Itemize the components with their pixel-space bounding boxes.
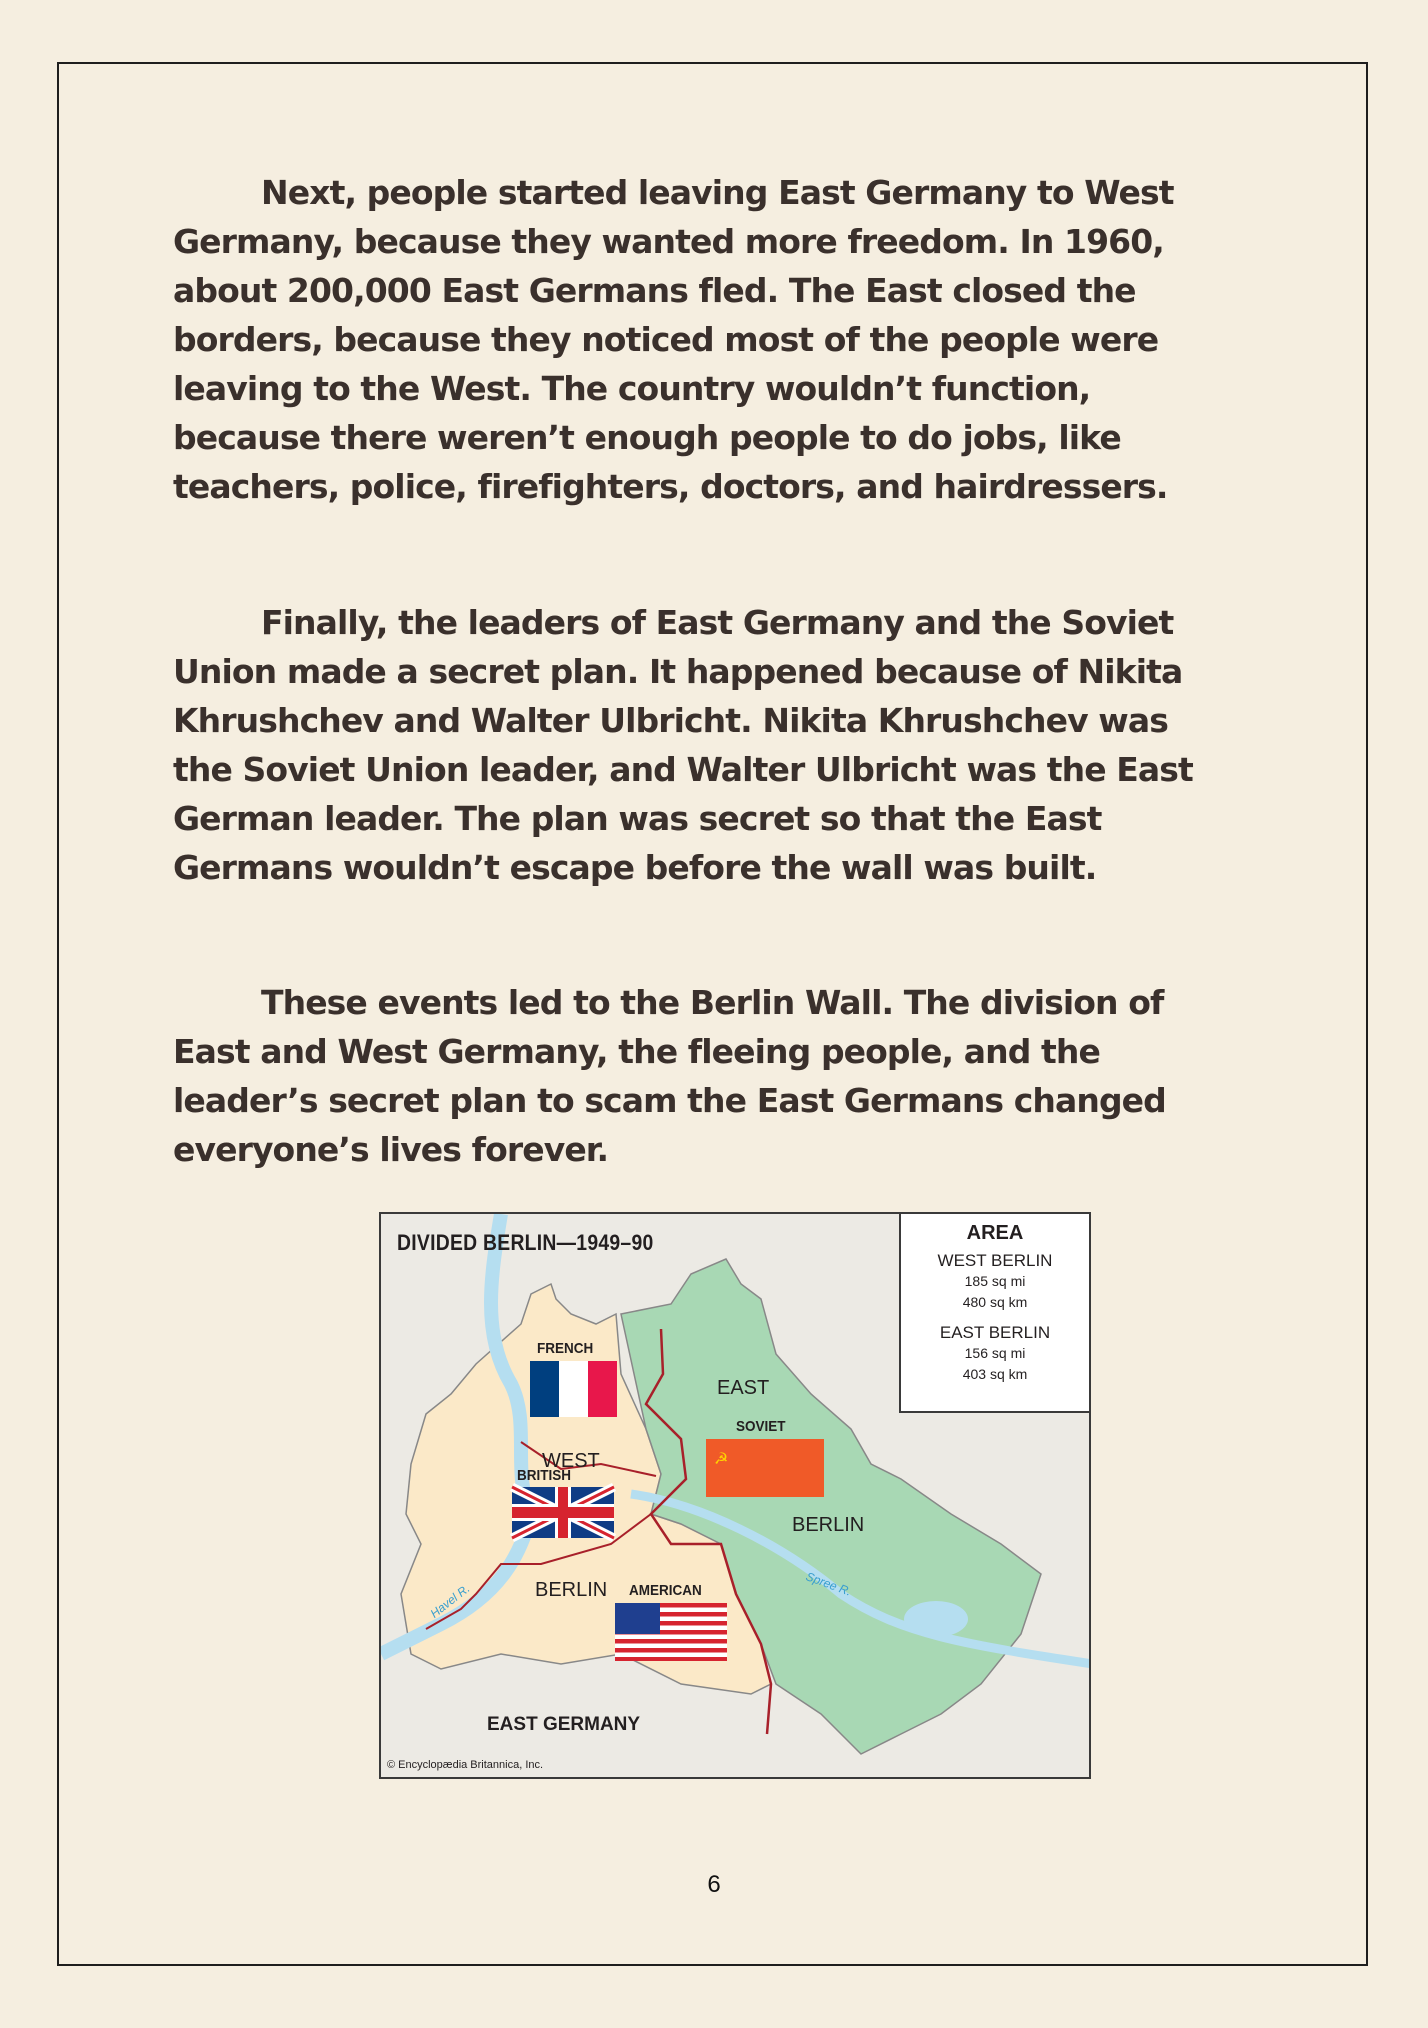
label-soviet: SOVIET — [736, 1418, 786, 1435]
soviet-flag-icon — [706, 1439, 824, 1497]
label-spree-river: Spree R. — [804, 1569, 854, 1599]
label-british: BRITISH — [517, 1467, 571, 1484]
legend-west-sqmi: 185 sq mi — [964, 1273, 1026, 1289]
paragraph-fleeing: Next, people started leaving East Germany to West Germany, because they wanted more freedom. In 1960, about 200,000 East Germans fled. The East closed the borders, because they noticed most of the people were leaving to the West. The country wouldn’t function, because there weren’t enough people to do jobs, like teachers, police, firefighters, doctors, and hairdressers. — [173, 173, 1174, 506]
label-east-germany: EAST GERMANY — [487, 1714, 641, 1735]
legend-west-name: WEST BERLIN — [937, 1251, 1053, 1270]
page-number: 6 — [707, 1871, 721, 1898]
label-american: AMERICAN — [629, 1582, 702, 1599]
legend-heading: AREA — [966, 1222, 1024, 1244]
legend-east-sqmi: 156 sq mi — [964, 1345, 1026, 1361]
american-flag-icon — [615, 1603, 727, 1661]
paragraph-secret-plan: Finally, the leaders of East Germany and the Soviet Union made a secret plan. It happened because of Nikita Khrushchev and Walter Ulbricht. Nikita Khrushchev was the Soviet Union leader, and Walter Ulbricht was the East German leader. The plan was secret so that the East Germans wouldn’t escape before the wall was built. — [173, 603, 1193, 887]
divided-berlin-map — [379, 1212, 1091, 1779]
map-copyright: © Encyclopædia Britannica, Inc. — [387, 1759, 544, 1771]
map-title: DIVIDED BERLIN—1949–90 — [397, 1230, 654, 1255]
label-east: EAST — [717, 1377, 770, 1399]
label-west: WEST — [542, 1450, 600, 1472]
label-french: FRENCH — [537, 1340, 594, 1357]
svg-text:☭: ☭ — [714, 1449, 729, 1468]
legend-east-sqkm: 403 sq km — [962, 1366, 1028, 1382]
label-havel-river: Havel R. — [427, 1581, 473, 1621]
area-legend — [899, 1214, 1089, 1413]
legend-west-sqkm: 480 sq km — [962, 1294, 1028, 1310]
legend-east-name: EAST BERLIN — [939, 1323, 1051, 1342]
paragraph-conclusion: These events led to the Berlin Wall. The division of East and West Germany, the fleeing people, and the leader’s secret plan to scam the East Germans changed everyone’s lives forever. — [173, 983, 1166, 1169]
label-west-berlin: BERLIN — [535, 1579, 608, 1601]
label-east-berlin: BERLIN — [792, 1514, 865, 1536]
british-flag-icon — [512, 1487, 614, 1538]
french-flag-icon — [530, 1361, 617, 1417]
